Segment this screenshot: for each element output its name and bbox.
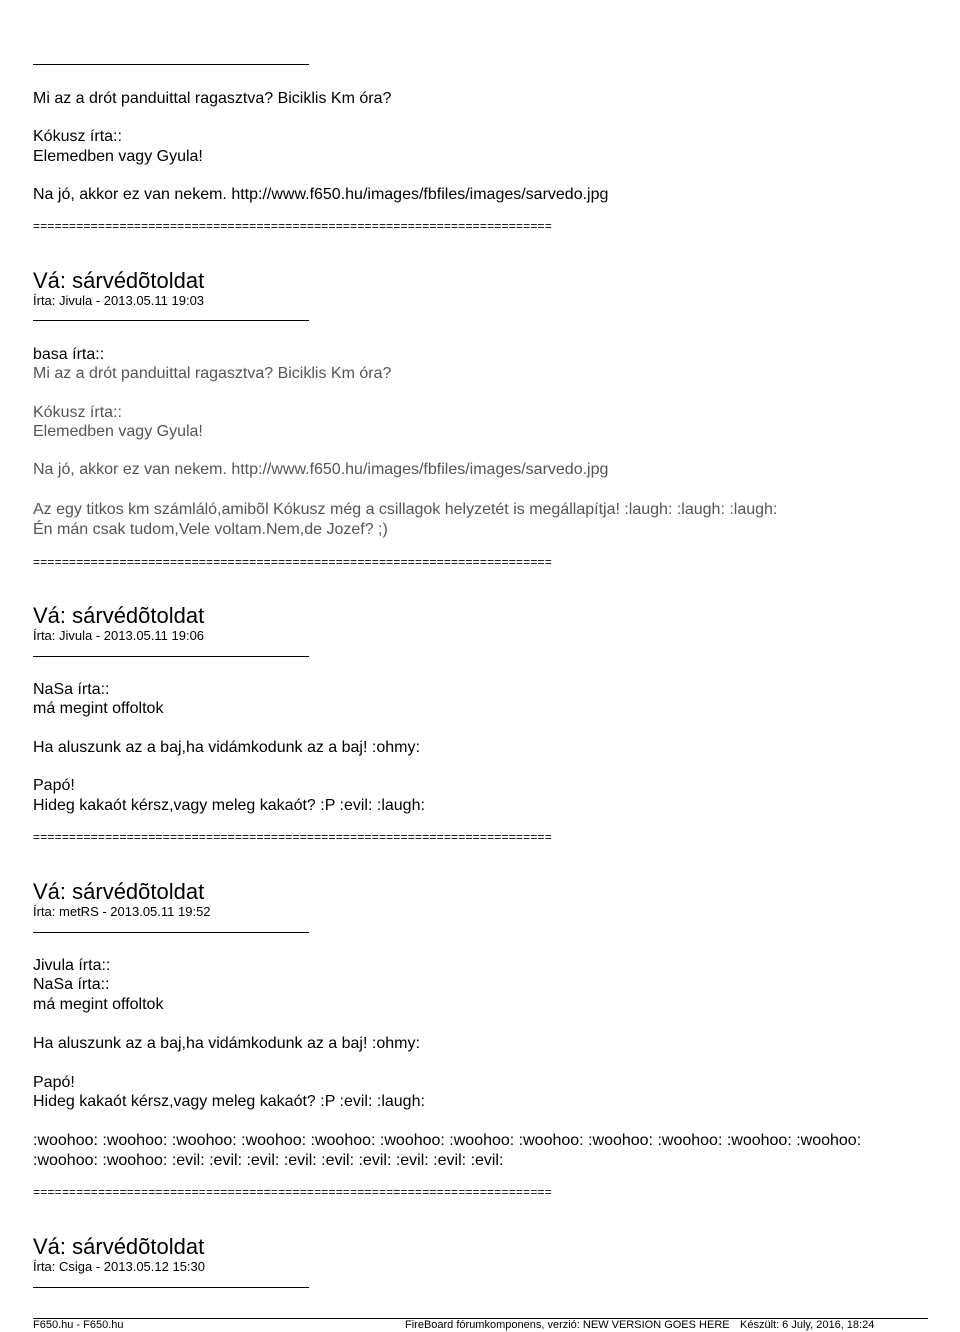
quote-line: Ha aluszunk az a baj,ha vidámkodunk az a baj! :ohmy: <box>33 1035 420 1052</box>
quote-author: Jivula írta:: <box>33 957 111 974</box>
post-text: :woohoo: :woohoo: :woohoo: :woohoo: :woohoo: :woohoo: :woohoo: :woohoo: :woohoo: :woohoo: :woohoo: :woohoo: <box>33 1132 862 1149</box>
quote-line: Mi az a drót panduittal ragasztva? Biciklis Km óra? <box>33 90 392 107</box>
footer-component: FireBoard fórumkomponens, verzió: NEW VERSION GOES HERE <box>405 1319 730 1331</box>
quote-line: Na jó, akkor ez van nekem. http://www.f650.hu/images/fbfiles/images/sarvedo.jpg <box>33 186 609 203</box>
post-title: Vá: sárvédõtoldat <box>33 603 205 628</box>
divider-rule <box>33 320 309 321</box>
quote-line: Mi az a drót panduittal ragasztva? Biciklis Km óra? <box>33 365 392 382</box>
separator: ======================================================================== <box>33 555 552 569</box>
divider-rule <box>33 932 309 933</box>
separator: ======================================================================== <box>33 1185 552 1199</box>
quote-line: Papó! <box>33 1074 75 1091</box>
footer-timestamp: Készült: 6 July, 2016, 18:24 <box>740 1319 875 1331</box>
quote-line: Elemedben vagy Gyula! <box>33 148 203 165</box>
post-text: Ha aluszunk az a baj,ha vidámkodunk az a baj! :ohmy: <box>33 739 420 756</box>
divider-rule <box>33 64 309 65</box>
post-title: Vá: sárvédõtoldat <box>33 879 205 904</box>
post-text: Papó! <box>33 777 75 794</box>
quote-author: NaSa írta:: <box>33 976 110 993</box>
quote-author: basa írta:: <box>33 346 105 363</box>
separator: ======================================================================== <box>33 219 552 233</box>
quote-line: má megint offoltok <box>33 996 164 1013</box>
post-text: Az egy titkos km számláló,amibõl Kókusz még a csillagok helyzetét is megállapítja! :laugh: :laugh: :laugh: <box>33 501 778 518</box>
quote-line: má megint offoltok <box>33 700 164 717</box>
quote-author: Kókusz írta:: <box>33 128 122 145</box>
footer-site: F650.hu - F650.hu <box>33 1319 124 1331</box>
post-meta: Írta: Csiga - 2013.05.12 15:30 <box>33 1259 206 1274</box>
post-meta: Írta: Jivula - 2013.05.11 19:06 <box>33 628 205 643</box>
post-meta: Írta: Jivula - 2013.05.11 19:03 <box>33 293 205 308</box>
quote-author: Kókusz írta:: <box>33 404 122 421</box>
separator: ======================================================================== <box>33 830 552 844</box>
post-title: Vá: sárvédõtoldat <box>33 268 205 293</box>
post-text: Én mán csak tudom,Vele voltam.Nem,de Jozef? ;) <box>33 521 388 538</box>
quote-author: NaSa írta:: <box>33 681 110 698</box>
post-meta: Írta: metRS - 2013.05.11 19:52 <box>33 904 211 919</box>
post-text: Hideg kakaót kérsz,vagy meleg kakaót? :P :evil: :laugh: <box>33 797 425 814</box>
quote-line: Na jó, akkor ez van nekem. http://www.f650.hu/images/fbfiles/images/sarvedo.jpg <box>33 461 609 478</box>
quote-line: Hideg kakaót kérsz,vagy meleg kakaót? :P :evil: :laugh: <box>33 1093 425 1110</box>
quote-line: Elemedben vagy Gyula! <box>33 423 203 440</box>
divider-rule <box>33 1287 309 1288</box>
post-title: Vá: sárvédõtoldat <box>33 1234 205 1259</box>
divider-rule <box>33 656 309 657</box>
post-text: :woohoo: :woohoo: :evil: :evil: :evil: :evil: :evil: :evil: :evil: :evil: :evil: <box>33 1152 504 1169</box>
